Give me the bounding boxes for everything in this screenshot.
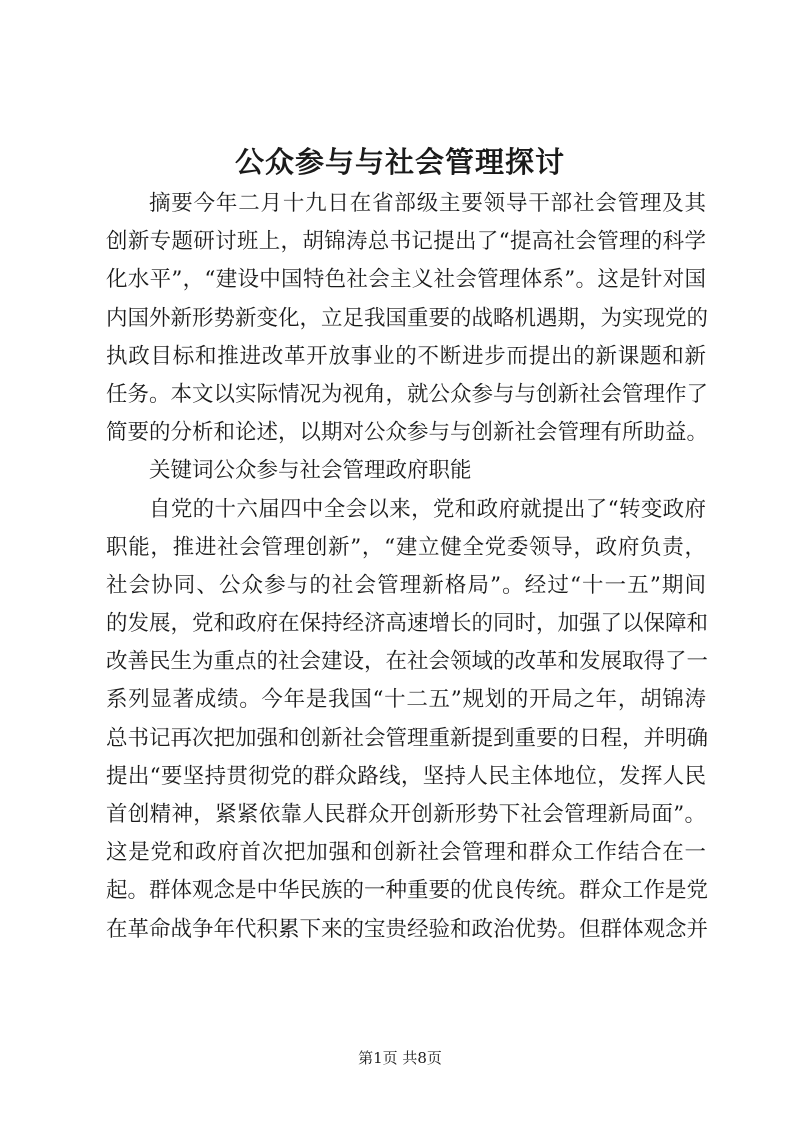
text-line: 的发展，党和政府在保持经济高速增长的同时，加强了以保障和 <box>106 611 709 637</box>
keywords-paragraph <box>106 452 706 490</box>
text-line: 内国外新形势新变化，立足我国重要的战略机遇期，为实现党的 <box>106 305 709 331</box>
text-line: 摘要今年二月十九日在省部级主要领导干部社会管理及其 <box>149 191 706 216</box>
text-line: 系列显著成绩。今年是我国“十二五”规划的开局之年，胡锦涛 <box>106 687 706 713</box>
text-line: 首创精神，紧紧依靠人民群众开创新形势下社会管理新局面”。 <box>106 802 706 827</box>
text-line: 总书记再次把加强和创新社会管理重新提到重要的日程，并明确 <box>106 725 709 751</box>
abstract-paragraph <box>106 185 709 452</box>
text-line: 起。群体观念是中华民族的一种重要的优良传统。群众工作是党 <box>106 878 709 904</box>
text-line: 在革命战争年代积累下来的宝贵经验和政治优势。但群体观念并 <box>106 916 709 942</box>
keywords-line: 关键词公众参与社会管理政府职能 <box>149 458 472 484</box>
text-line: 执政目标和推进改革开放事业的不断进步而提出的新课题和新 <box>106 343 706 369</box>
text-line: 自党的十六届四中全会以来，党和政府就提出了“转变政府 <box>149 496 706 522</box>
text-line: 任务。本文以实际情况为视角，就公众参与与创新社会管理作了 <box>106 381 709 407</box>
text-line: 这是党和政府首次把加强和创新社会管理和群众工作结合在一 <box>106 840 706 866</box>
body-paragraph <box>106 491 709 949</box>
document-title: 公众参与与社会管理探讨 <box>234 145 565 179</box>
text-line: 简要的分析和论述，以期对公众参与与创新社会管理有所助益。 <box>106 420 709 446</box>
text-line: 化水平”，“建设中国特色社会主义社会管理体系”。这是针对国 <box>106 267 706 293</box>
text-line: 创新专题研讨班上，胡锦涛总书记提出了“提高社会管理的科学 <box>106 229 706 255</box>
text-line: 职能，推进社会管理创新”，“建立健全党委领导，政府负责， <box>106 534 706 560</box>
text-line: 改善民生为重点的社会建设，在社会领域的改革和发展取得了一 <box>106 649 709 675</box>
text-line: 社会协同、公众参与的社会管理新格局”。经过“十一五”期间 <box>106 572 706 598</box>
page-footer: 第1页 共8页 <box>358 1049 442 1067</box>
text-line: 提出“要坚持贯彻党的群众路线，坚持人民主体地位，发挥人民 <box>106 763 706 789</box>
document-body <box>106 185 709 949</box>
